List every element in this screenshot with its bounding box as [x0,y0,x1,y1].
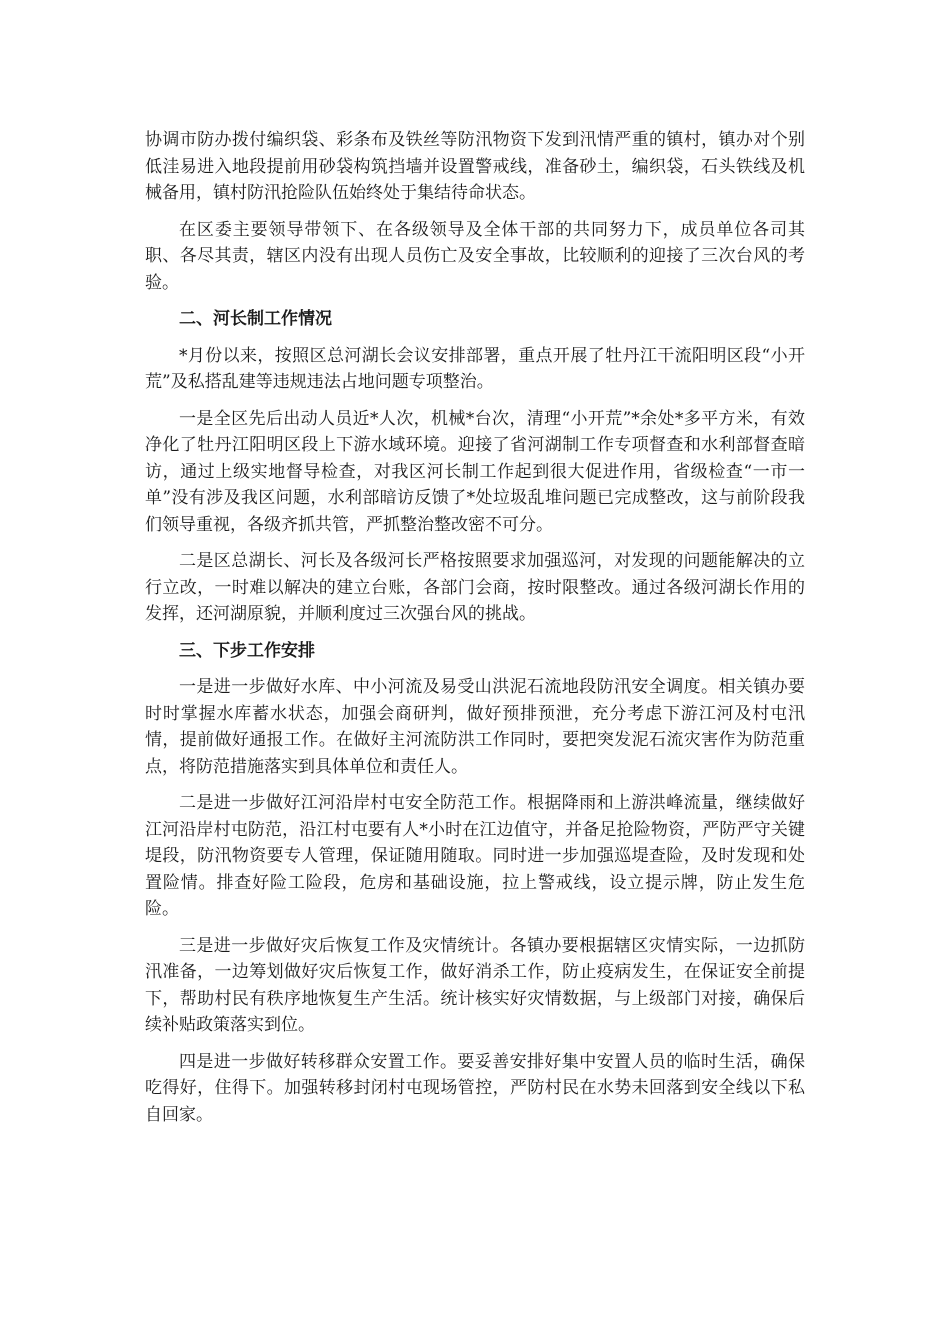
paragraph-typhoon-summary: 在区委主要领导带领下、在各级领导及全体干部的共同努力下，成员单位各司其职、各尽其责，辖区内没有出现人员伤亡及安全事故，比较顺利的迎接了三次台风的考验。 [145,219,805,293]
paragraph-river-rectification: *月份以来，按照区总河湖长会议安排部署，重点开展了牡丹江干流阳明区段“小开荒”及私搭乱建等违规违法占地问题专项整治。 [145,345,805,392]
paragraph-river-patrol: 二是区总湖长、河长及各级河长严格按照要求加强巡河，对发现的问题能解决的立行立改，一时难以解决的建立台账，各部门会商，按时限整改。通过各级河湖长作用的发挥，还河湖原貌，并顺利度过三次强台风的挑战。 [145,551,805,624]
document-page [145,127,805,1138]
paragraph-flood-materials: 协调市防办拨付编织袋、彩条布及铁丝等防汛物资下发到汛情严重的镇村，镇办对个别低洼易进入地段提前用砂袋构筑挡墙并设置警戒线，准备砂土，编织袋，石头铁线及机械备用，镇村防汛抢险队伍始终处于集结待命状态。 [145,130,805,203]
paragraph-cleanup-results: 一是全区先后出动人员近*人次，机械*台次，清理“小开荒”*余处*多平方米，有效净化了牡丹江阳明区段上下游水域环境。迎接了省河湖制工作专项督查和水利部督查暗访，通过上级实地督导检查，对我区河长制工作起到很大促进作用，省级检查“一市一单”没有涉及我区问题，水利部暗访反馈了*处垃圾乱堆问题已完成整改，这与前阶段我们领导重视，各级齐抓共管，严抓整治整改密不可分。 [145,408,805,535]
paragraph-disaster-recovery: 三是进一步做好灾后恢复工作及灾情统计。各镇办要根据辖区灾情实际，一边抓防汛准备，一边筹划做好灾后恢复工作，做好消杀工作，防止疫病发生，在保证安全前提下，帮助村民有秩序地恢复生产生活。统计核实好灾情数据，与上级部门对接，确保后续补贴政策落实到位。 [145,935,805,1035]
heading-river-chief-system: 二、河长制工作情况 [179,309,332,329]
heading-next-steps: 三、下步工作安排 [179,640,315,661]
paragraph-reservoir-safety: 一是进一步做好水库、中小河流及易受山洪泥石流地段防汛安全调度。相关镇办要时时掌握水库蓄水状态，加强会商研判，做好预排预泄，充分考虑下游江河及村屯汛情，提前做好通报工作。在做好主河流防洪工作同时，要把突发泥石流灾害作为防范重点，将防范措施落实到具体单位和责任人。 [145,677,805,777]
paragraph-riverside-villages: 二是进一步做好江河沿岸村屯安全防范工作。根据降雨和上游洪峰流量，继续做好江河沿岸村屯防范，沿江村屯要有人*小时在江边值守，并备足抢险物资，严防严守关键堤段，防汛物资要专人管理，保证随用随取。同时进一步加强巡堤查险，及时发现和处置险情。排查好险工险段，危房和基础设施，拉上警戒线，设立提示牌，防止发生危险。 [145,793,805,919]
paragraph-resettlement: 四是进一步做好转移群众安置工作。要妥善安排好集中安置人员的临时生活，确保吃得好，住得下。加强转移封闭村屯现场管控，严防村民在水势未回落到安全线以下私自回家。 [145,1051,805,1125]
